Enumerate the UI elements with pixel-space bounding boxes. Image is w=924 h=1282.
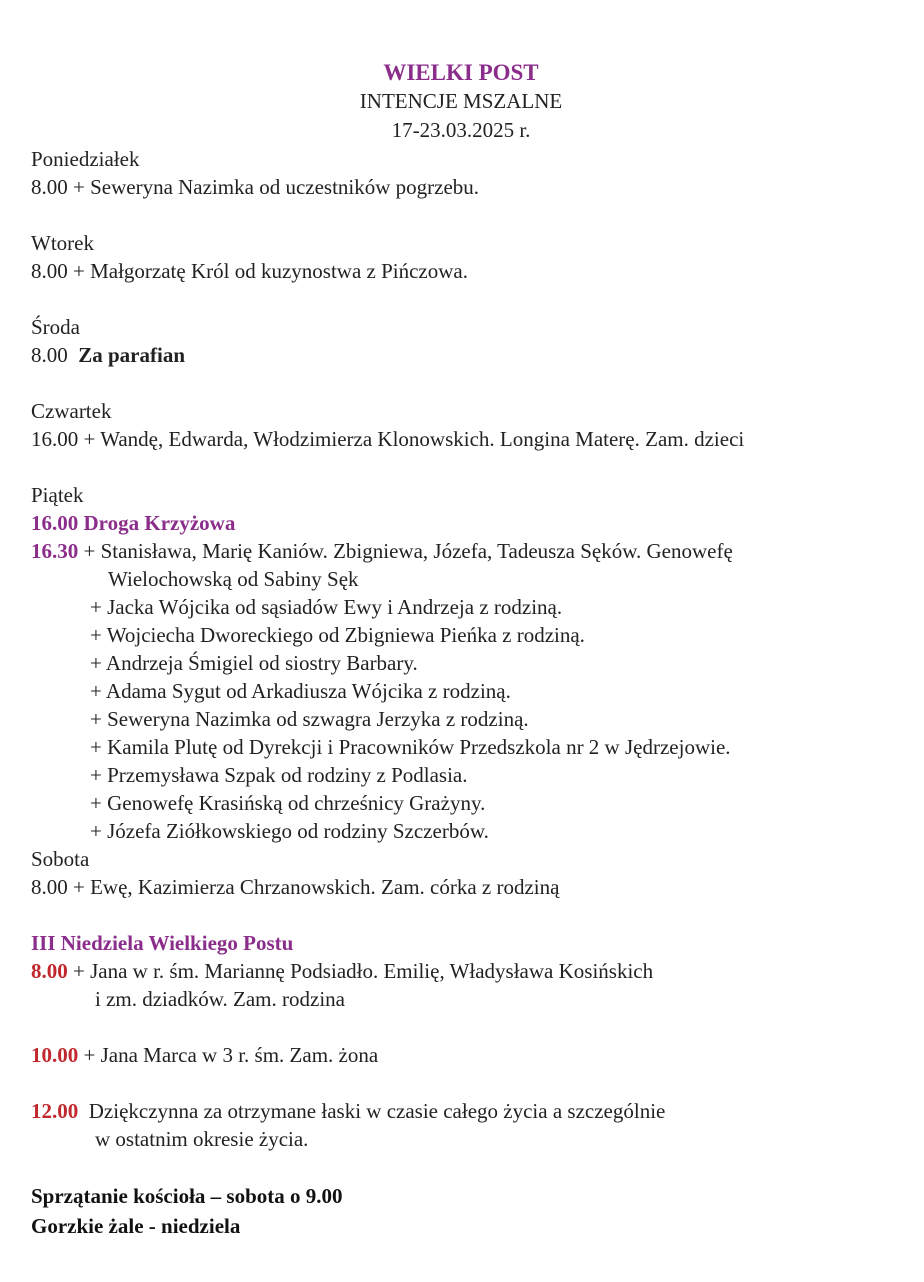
friday-entry: + Kamila Plutę od Dyrekcji i Pracowników Przedszkola nr 2 w Jędrzejowie. bbox=[90, 735, 731, 759]
day-heading-wednesday: Środa bbox=[31, 315, 80, 339]
wednesday-entry bbox=[31, 341, 901, 369]
date-range: 17-23.03.2025 r. bbox=[391, 118, 531, 142]
cleaning-note: Sprzątanie kościoła – sobota o 9.00 bbox=[31, 1184, 343, 1208]
sunday-mass-text: Dziękczynna za otrzymane łaski w czasie całego życia a szczególnie bbox=[78, 1099, 666, 1123]
day-heading-monday: Poniedziałek bbox=[31, 147, 140, 171]
tuesday-section bbox=[31, 229, 901, 285]
document-header bbox=[31, 58, 891, 145]
sunday-mass-time: 8.00 bbox=[31, 959, 68, 983]
sunday-mass-time: 12.00 bbox=[31, 1099, 79, 1123]
page-title: WIELKI POST bbox=[383, 60, 539, 85]
sunday-mass-text-continuation: i zm. dziadków. Zam. rodzina bbox=[95, 987, 345, 1011]
saturday-entry: 8.00 + Ewę, Kazimierza Chrzanowskich. Zam. córka z rodziną bbox=[31, 875, 560, 899]
footer-notes bbox=[31, 1181, 901, 1241]
sunday-mass-1 bbox=[31, 957, 901, 985]
page-subtitle: INTENCJE MSZALNE bbox=[359, 89, 563, 113]
wednesday-section bbox=[31, 313, 901, 369]
friday-mass-time: 16.30 bbox=[31, 539, 79, 563]
sunday-mass-text: + Jana w r. śm. Mariannę Podsiadło. Emilię, Władysława Kosińskich bbox=[67, 959, 654, 983]
friday-section bbox=[31, 481, 901, 845]
friday-first-entry bbox=[31, 537, 901, 565]
friday-entry: + Józefa Ziółkowskiego od rodziny Szczerbów. bbox=[90, 819, 489, 843]
wednesday-intent: Za parafian bbox=[78, 343, 186, 367]
monday-entry: 8.00 + Seweryna Nazimka od uczestników pogrzebu. bbox=[31, 175, 480, 199]
friday-entry: + Genowefę Krasińską od chrześnicy Grażyny. bbox=[90, 791, 486, 815]
friday-entry: + Andrzeja Śmigiel od siostry Barbary. bbox=[90, 651, 418, 675]
monday-section bbox=[31, 145, 901, 201]
intentions-document bbox=[31, 58, 901, 1241]
tuesday-entry: 8.00 + Małgorzatę Król od kuzynostwa z Pińczowa. bbox=[31, 259, 468, 283]
day-heading-thursday: Czwartek bbox=[31, 399, 112, 423]
friday-entry: + Jacka Wójcika od sąsiadów Ewy i Andrzeja z rodziną. bbox=[90, 595, 563, 619]
sunday-mass-text-continuation: w ostatnim okresie życia. bbox=[95, 1127, 309, 1151]
friday-entry: + Przemysława Szpak od rodziny z Podlasia. bbox=[90, 763, 468, 787]
sunday-mass-time: 10.00 bbox=[31, 1043, 79, 1067]
friday-first-entry-line2: Wielochowską od Sabiny Sęk bbox=[108, 567, 359, 591]
sunday-mass-3 bbox=[31, 1097, 901, 1125]
saturday-section bbox=[31, 845, 901, 901]
sunday-mass-2 bbox=[31, 1041, 901, 1069]
day-heading-tuesday: Wtorek bbox=[31, 231, 94, 255]
friday-first-entry-line1: + Stanisława, Marię Kaniów. Zbigniewa, Józefa, Tadeusza Sęków. Genowefę bbox=[83, 539, 733, 563]
gorzkie-zale-note: Gorzkie żale - niedziela bbox=[31, 1214, 241, 1238]
stations-of-cross: 16.00 Droga Krzyżowa bbox=[31, 511, 236, 535]
friday-entry: + Adama Sygut od Arkadiusza Wójcika z rodziną. bbox=[90, 679, 511, 703]
sunday-section bbox=[31, 929, 901, 1153]
day-heading-saturday: Sobota bbox=[31, 847, 90, 871]
thursday-entry: 16.00 + Wandę, Edwarda, Włodzimierza Klonowskich. Longina Materę. Zam. dzieci bbox=[31, 427, 745, 451]
sunday-heading: III Niedziela Wielkiego Postu bbox=[31, 931, 294, 955]
wednesday-time: 8.00 bbox=[31, 343, 68, 367]
friday-entry: + Seweryna Nazimka od szwagra Jerzyka z rodziną. bbox=[90, 707, 529, 731]
sunday-mass-text: + Jana Marca w 3 r. śm. Zam. żona bbox=[78, 1043, 379, 1067]
friday-entry: + Wojciecha Dworeckiego od Zbigniewa Pieńka z rodziną. bbox=[90, 623, 585, 647]
thursday-section bbox=[31, 397, 901, 453]
day-heading-friday: Piątek bbox=[31, 483, 84, 507]
